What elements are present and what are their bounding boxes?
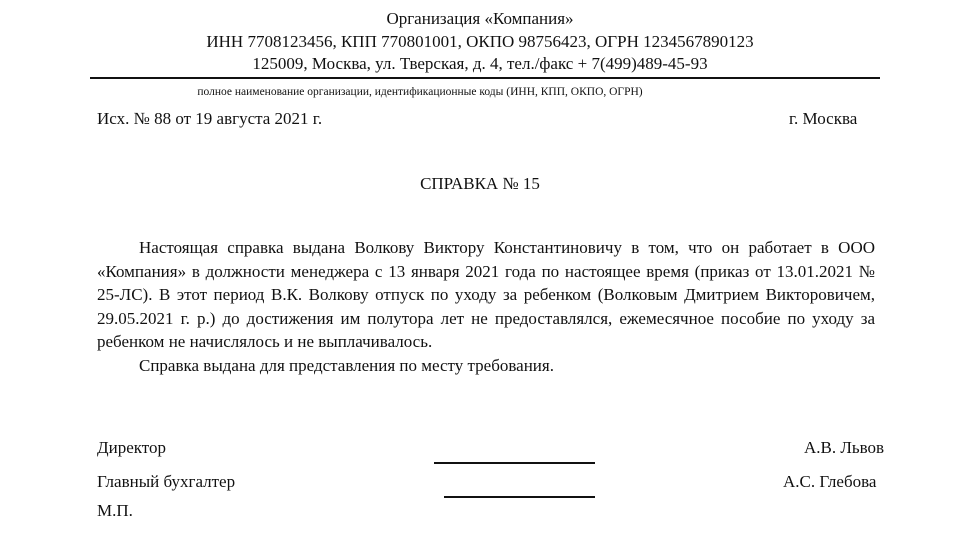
organization-name: Организация «Компания» (386, 9, 574, 28)
accountant-title: Главный бухгалтер (97, 472, 236, 491)
header-divider (90, 77, 880, 79)
city: г. Москва (789, 109, 858, 128)
body-paragraph-2: Справка выдана для представления по месту требования. (139, 355, 554, 375)
director-signature-line (434, 462, 595, 464)
body-paragraph-1: Настоящая справка выдана Волкову Виктору Константиновичу в том, что он работает в ООО «Компания» в должности менеджера с 13 января 2021 года по настоящее время (приказ от 13.01.2021 № 25-ЛС). В этот период В.К. Волкову отпуск по уходу за ребенком (Волковым Дмитрием Викторовичем, 29.05.2021 г. р.) до достижения им полутора лет не предоставлялся, ежемесячное пособие по уходу за ребенком не начислялось и не выплачивалось. (97, 238, 875, 351)
header-caption: полное наименование организации, идентификационные коды (ИНН, КПП, ОКПО, ОГРН) (197, 86, 643, 98)
document-title: СПРАВКА № 15 (420, 174, 540, 193)
director-name: А.В. Львов (804, 438, 885, 457)
organization-address: 125009, Москва, ул. Тверская, д. 4, тел./факс + 7(499)489-45-93 (252, 54, 708, 73)
accountant-name: А.С. Глебова (783, 472, 877, 491)
outgoing-number: Исх. № 88 от 19 августа 2021 г. (97, 109, 323, 128)
director-title: Директор (97, 438, 166, 457)
accountant-signature-line (444, 496, 595, 498)
organization-codes: ИНН 7708123456, КПП 770801001, ОКПО 98756423, ОГРН 1234567890123 (206, 32, 754, 51)
document-body (97, 236, 875, 377)
stamp-place: М.П. (97, 501, 133, 520)
